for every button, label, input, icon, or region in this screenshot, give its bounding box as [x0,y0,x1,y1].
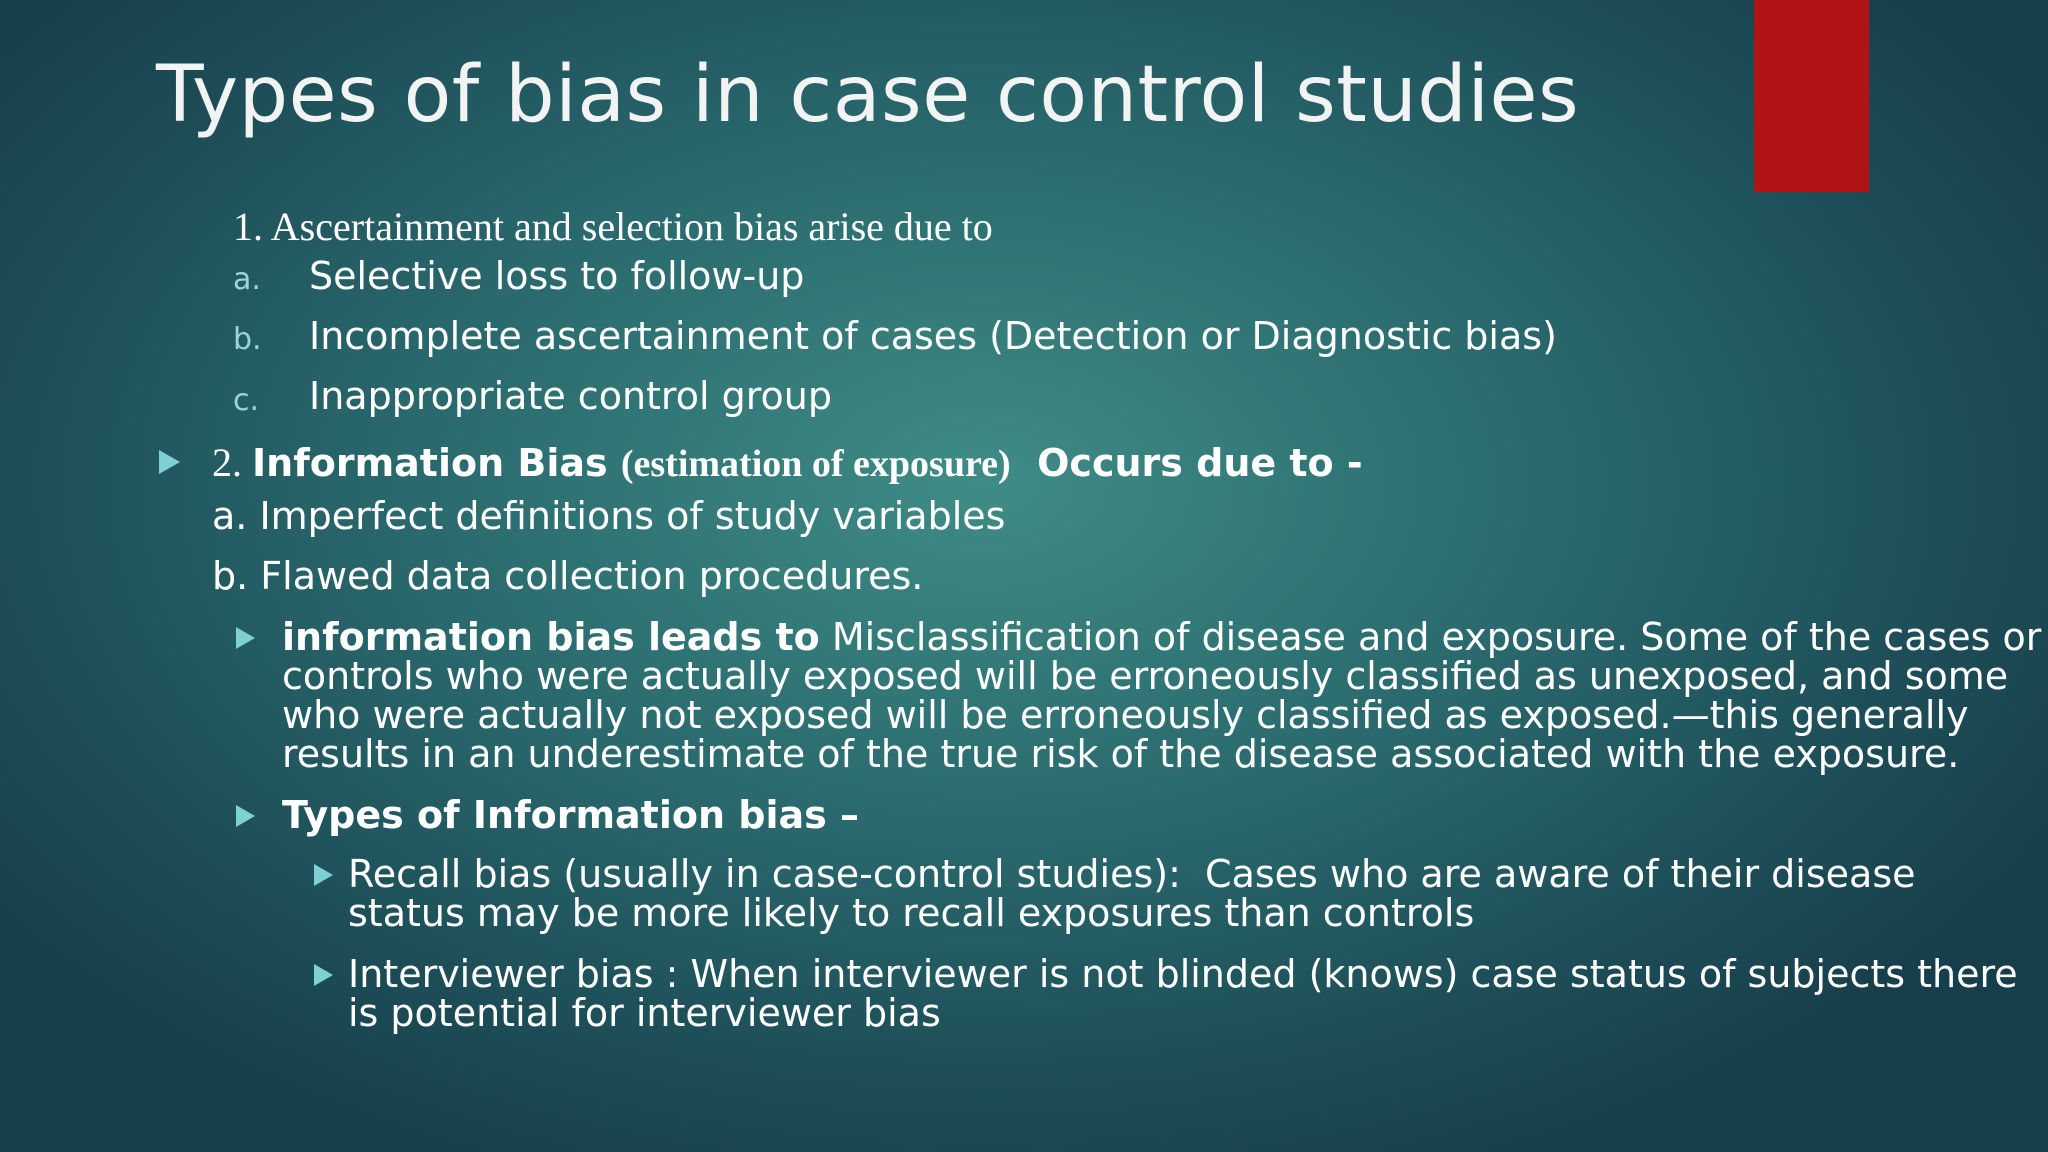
info-bias-line-1: Misclassification of disease and exposure. Some of the cases or [819,615,2042,659]
types-info-bias-heading: Types of Information bias – [282,793,859,837]
item-2-heading [212,439,1363,486]
recall-bias-paragraph [348,852,1916,935]
item-2-tail: Occurs due to - [1010,441,1363,485]
bullet-arrow-icon [314,864,333,886]
info-bias-lead: information bias leads to [282,615,820,659]
item-2-lead: Information Bias [252,441,621,485]
bullet-arrow-icon [236,805,255,827]
bullet-arrow-icon [236,627,255,649]
item-1b-text: Incomplete ascertainment of cases (Detection or Diagnostic bias) [309,314,1557,358]
item-1c-marker: c. [233,383,260,418]
item-2-paren: (estimation of exposure) [620,443,1011,485]
info-bias-paragraph [282,615,2042,776]
interviewer-bias-line-2: is potential for interviewer bias [348,991,941,1035]
info-bias-line-3: who were actually not exposed will be erroneously classified as exposed.—this generally [282,693,1969,737]
item-2b-text: b. Flawed data collection procedures. [212,554,924,598]
interviewer-bias-paragraph [348,952,2018,1035]
bullet-arrow-icon [159,450,180,474]
item-2a-text: a. Imperfect definitions of study variables [212,494,1006,538]
item-1-heading: 1. Ascertainment and selection bias arise due to [233,204,993,249]
accent-bar [1754,0,1869,192]
slide-title: Types of bias in case control studies [156,50,1580,140]
item-1c-text: Inappropriate control group [309,374,832,418]
item-1b-marker: b. [233,322,262,357]
interviewer-bias-line-1: Interviewer bias : When interviewer is not blinded (knows) case status of subjects there [348,952,2018,996]
item-1a-text: Selective loss to follow-up [309,254,805,298]
info-bias-line-4: results in an underestimate of the true risk of the disease associated with the exposure. [282,732,1960,776]
bullet-arrow-icon [314,964,333,986]
info-bias-line-2: controls who were actually exposed will be erroneously classified as unexposed, and some [282,654,2009,698]
recall-bias-line-1: Recall bias (usually in case-control studies): Cases who are aware of their disease [348,852,1916,896]
item-1a-marker: a. [233,262,261,297]
item-2-number: 2. [212,440,252,485]
recall-bias-line-2: status may be more likely to recall exposures than controls [348,891,1475,935]
